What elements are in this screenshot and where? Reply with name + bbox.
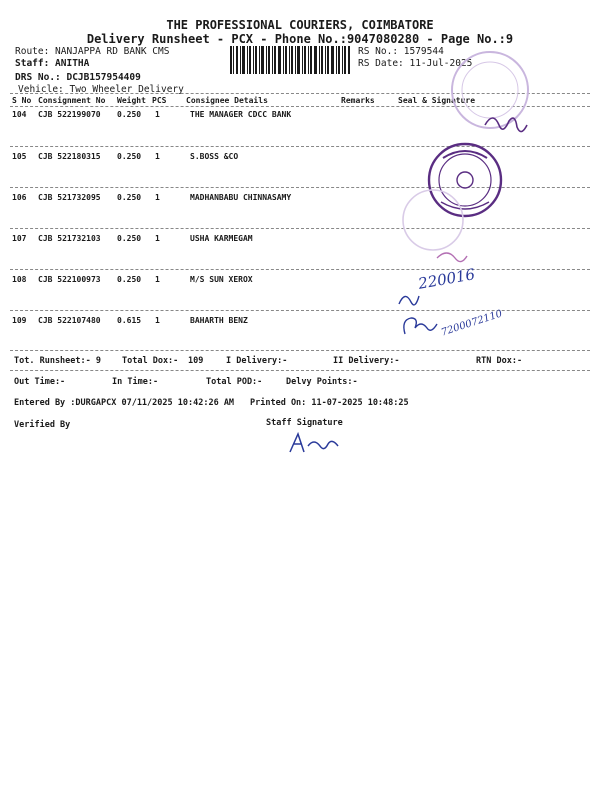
row-sno: 104: [12, 110, 27, 119]
row-weight: 0.250: [117, 275, 142, 284]
row-sno: 107: [12, 234, 27, 243]
row-weight: 0.250: [117, 110, 142, 119]
col-weight: Weight: [117, 96, 146, 105]
row-consignment: CJB 522100973: [38, 275, 101, 284]
entered-by: Entered By :DURGAPCX 07/11/2025 10:42:26 AM: [14, 398, 235, 408]
drs-label: DRS No.: DCJB157954409: [15, 72, 141, 83]
barcode: [230, 46, 350, 74]
delvy-points: Delvy Points:-: [286, 377, 358, 387]
row-consignment: CJB 521732103: [38, 234, 101, 243]
col-sno: S No: [12, 96, 32, 105]
col-consignee: Consignee Details: [186, 96, 268, 105]
row-consignee: S.BOSS &CO: [190, 152, 239, 161]
row-pcs: 1: [155, 152, 160, 161]
row-weight: 0.615: [117, 316, 142, 325]
handwritten-signatures: [395, 282, 475, 342]
row-weight: 0.250: [117, 193, 142, 202]
verified-by: Verified By: [14, 420, 71, 430]
row-consignment: CJB 522107480: [38, 316, 101, 325]
row-consignee: USHA KARMEGAM: [190, 234, 253, 243]
row-consignment: CJB 521732095: [38, 193, 101, 202]
i-delivery: I Delivery:-: [226, 356, 288, 366]
rs-date: RS Date: 11-Jul-2025: [358, 58, 473, 69]
row-pcs: 1: [155, 316, 160, 325]
rtn-dox: RTN Dox:-: [476, 356, 523, 366]
handwritten-note-109: 7200072110: [439, 308, 504, 339]
row-pcs: 1: [155, 234, 160, 243]
row-sno: 109: [12, 316, 27, 325]
col-pcs: PCS: [152, 96, 167, 105]
row-sno: 108: [12, 275, 27, 284]
total-pod: Total POD:-: [206, 377, 263, 387]
row-consignee: M/S SUN XEROX: [190, 275, 253, 284]
total-dox-value: 109: [188, 356, 204, 366]
col-seal-signature: Seal & Signature: [398, 96, 476, 105]
vehicle-label: Vehicle: Two Wheeler Delivery: [18, 84, 184, 95]
row-weight: 0.250: [117, 234, 142, 243]
staff-signature-mark: [286, 430, 346, 456]
staff-label: Staff: ANITHA: [15, 58, 90, 69]
row-consignment: CJB 522199070: [38, 110, 101, 119]
row-divider: [10, 350, 590, 351]
route-label: Route: NANJAPPA RD BANK CMS: [15, 46, 170, 57]
in-time: In Time:-: [112, 377, 159, 387]
row-consignment: CJB 522180315: [38, 152, 101, 161]
row-pcs: 1: [155, 275, 160, 284]
row-sno: 105: [12, 152, 27, 161]
row-consignee: THE MANAGER CDCC BANK: [190, 110, 292, 119]
row-consignee: BAHARTH BENZ: [190, 316, 248, 325]
row-pcs: 1: [155, 110, 160, 119]
col-consignment: Consignment No: [38, 96, 106, 105]
row-pcs: 1: [155, 193, 160, 202]
company-title: THE PROFESSIONAL COURIERS, COIMBATORE: [166, 18, 434, 32]
stamps-and-signatures: [395, 30, 595, 290]
rs-number: RS No.: 1579544: [358, 46, 444, 57]
handwritten-note-108: 220016: [416, 265, 477, 293]
row-weight: 0.250: [117, 152, 142, 161]
row-sno: 106: [12, 193, 27, 202]
total-runsheet: Tot. Runsheet:- 9: [14, 356, 101, 366]
runsheet-subtitle: Delivery Runsheet - PCX - Phone No.:9047080280 - Page No.:9: [86, 32, 514, 46]
printed-on: Printed On: 11-07-2025 10:48:25: [250, 398, 409, 408]
totals-rule: [10, 370, 590, 371]
staff-signature-label: Staff Signature: [266, 418, 343, 428]
col-remarks: Remarks: [341, 96, 375, 105]
out-time: Out Time:-: [14, 377, 66, 387]
ii-delivery: II Delivery:-: [333, 356, 400, 366]
total-dox-label: Total Dox:-: [122, 356, 179, 366]
row-divider: [10, 310, 590, 311]
row-consignee: MADHANBABU CHINNASAMY: [190, 193, 292, 202]
